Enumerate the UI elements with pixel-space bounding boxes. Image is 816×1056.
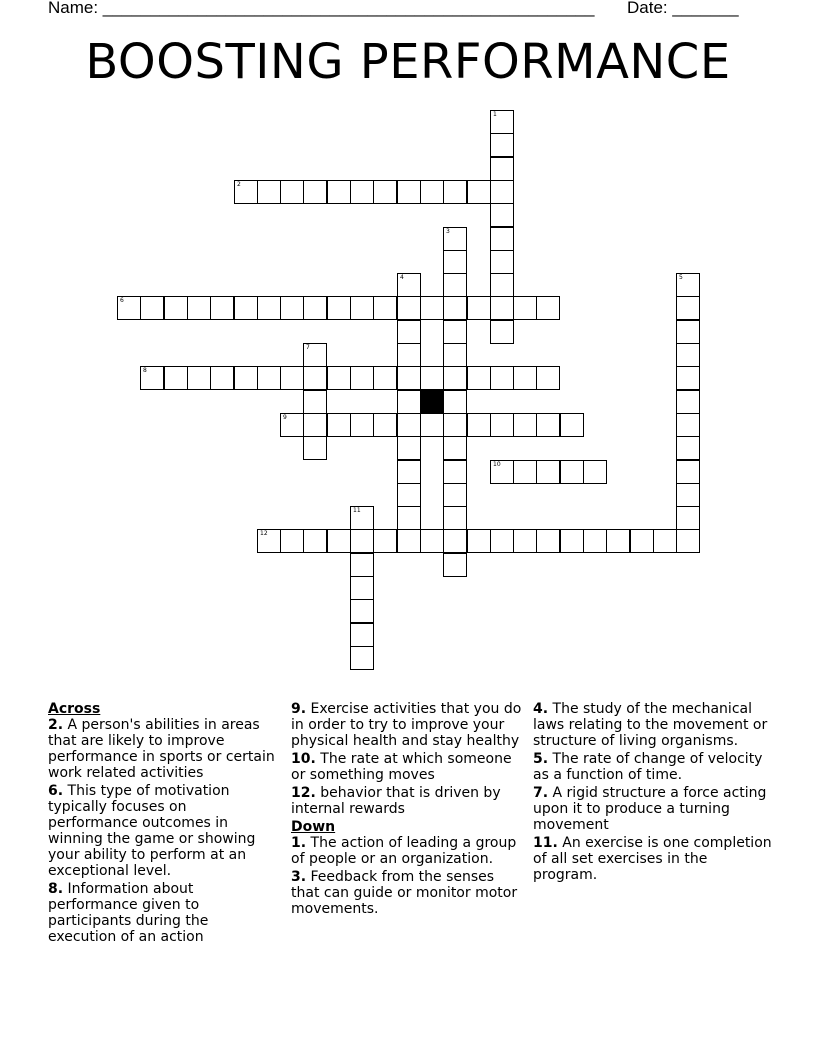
- grid-cell[interactable]: [443, 273, 467, 297]
- clue-number-label: 8: [143, 367, 147, 374]
- clue-text: The rate of change of velocity as a function of time.: [533, 751, 763, 783]
- grid-cell[interactable]: [397, 343, 421, 367]
- grid-cell[interactable]: [210, 296, 234, 320]
- grid-cell[interactable]: [350, 553, 374, 577]
- grid-cell[interactable]: [234, 180, 258, 204]
- grid-cell[interactable]: [280, 529, 304, 553]
- grid-cell[interactable]: [397, 506, 421, 530]
- grid-cell[interactable]: [560, 413, 584, 437]
- grid-cell[interactable]: [443, 483, 467, 507]
- grid-cell[interactable]: [350, 576, 374, 600]
- clue-number-label: 9: [283, 414, 287, 421]
- clue-number: 11.: [533, 835, 558, 851]
- grid-cell[interactable]: [303, 343, 327, 367]
- grid-cell[interactable]: [676, 343, 700, 367]
- clue-across-10: [291, 751, 523, 783]
- grid-cell[interactable]: [490, 157, 514, 181]
- grid-cell[interactable]: [443, 366, 467, 390]
- grid-cell[interactable]: [420, 529, 444, 553]
- clue-number: 2.: [48, 717, 64, 733]
- clue-down-5: [533, 751, 773, 783]
- clue-across-9: [291, 701, 523, 749]
- grid-cell[interactable]: [257, 296, 281, 320]
- grid-cell[interactable]: [397, 273, 421, 297]
- grid-cell[interactable]: [490, 250, 514, 274]
- grid-cell[interactable]: [630, 529, 654, 553]
- grid-cell[interactable]: [513, 529, 537, 553]
- grid-cell[interactable]: [420, 413, 444, 437]
- grid-cell[interactable]: [327, 413, 351, 437]
- grid-cell[interactable]: [373, 413, 397, 437]
- puzzle-title: BOOSTING PERFORMANCE: [85, 34, 731, 90]
- grid-cell[interactable]: [234, 366, 258, 390]
- grid-cell[interactable]: [350, 599, 374, 623]
- grid-cell[interactable]: [536, 366, 560, 390]
- grid-cell[interactable]: [676, 390, 700, 414]
- grid-cell[interactable]: [676, 506, 700, 530]
- grid-cell[interactable]: [443, 250, 467, 274]
- grid-cell[interactable]: [303, 529, 327, 553]
- clue-number-label: 11: [353, 507, 361, 514]
- clue-number: 8.: [48, 881, 64, 897]
- grid-cell[interactable]: [397, 436, 421, 460]
- grid-cell[interactable]: [187, 366, 211, 390]
- clue-column-1: [48, 701, 280, 947]
- grid-cell[interactable]: [467, 296, 491, 320]
- grid-cell[interactable]: [280, 296, 304, 320]
- grid-cell[interactable]: [490, 460, 514, 484]
- grid-cell[interactable]: [164, 366, 188, 390]
- grid-cell[interactable]: [443, 553, 467, 577]
- grid-cell[interactable]: [676, 460, 700, 484]
- grid-cell[interactable]: [350, 366, 374, 390]
- grid-cell[interactable]: [257, 529, 281, 553]
- grid-cell[interactable]: [327, 366, 351, 390]
- clue-number-label: 1: [493, 111, 497, 118]
- grid-cell[interactable]: [467, 366, 491, 390]
- clue-number-label: 3: [446, 228, 450, 235]
- grid-cell[interactable]: [280, 366, 304, 390]
- clue-down-1: [291, 835, 523, 867]
- grid-cell[interactable]: [490, 296, 514, 320]
- clue-text: An exercise is one completion of all set exercises in the program.: [533, 835, 772, 883]
- grid-cell[interactable]: [583, 529, 607, 553]
- grid-cell[interactable]: [676, 366, 700, 390]
- grid-cell[interactable]: [210, 366, 234, 390]
- grid-cell[interactable]: [327, 180, 351, 204]
- grid-cell[interactable]: [420, 296, 444, 320]
- clue-text: Exercise activities that you do in order to try to improve your physical health and stay healthy: [291, 701, 522, 749]
- grid-cell[interactable]: [490, 133, 514, 157]
- clue-text: A person's abilities in areas that are likely to improve performance in sports or certain work related activities: [48, 717, 275, 781]
- grid-cell[interactable]: [443, 436, 467, 460]
- down-heading: Down: [291, 819, 336, 835]
- across-heading: Across: [48, 701, 101, 717]
- clue-text: The action of leading a group of people or an organization.: [291, 835, 517, 867]
- grid-cell[interactable]: [467, 180, 491, 204]
- grid-cell[interactable]: [257, 366, 281, 390]
- grid-cell[interactable]: [513, 296, 537, 320]
- grid-cell[interactable]: [257, 180, 281, 204]
- clue-number: 4.: [533, 701, 549, 717]
- grid-cell[interactable]: [443, 506, 467, 530]
- grid-cell[interactable]: [303, 296, 327, 320]
- grid-cell[interactable]: [443, 460, 467, 484]
- date-field-label: Date: _______: [627, 0, 739, 17]
- grid-cell[interactable]: [420, 180, 444, 204]
- grid-cell[interactable]: [513, 366, 537, 390]
- clue-down-4: [533, 701, 773, 749]
- grid-cell[interactable]: [676, 413, 700, 437]
- grid-cell[interactable]: [373, 296, 397, 320]
- clue-number: 12.: [291, 785, 316, 801]
- clue-number-label: 6: [120, 297, 124, 304]
- grid-cell[interactable]: [397, 390, 421, 414]
- grid-cell[interactable]: [303, 180, 327, 204]
- grid-cell[interactable]: [350, 529, 374, 553]
- grid-cell[interactable]: [560, 529, 584, 553]
- grid-cell[interactable]: [490, 273, 514, 297]
- name-field-label: Name: ____________________________________________________: [48, 0, 595, 17]
- grid-cell[interactable]: [536, 529, 560, 553]
- grid-cell[interactable]: [443, 320, 467, 344]
- grid-cell[interactable]: [420, 366, 444, 390]
- clue-text: A rigid structure a force acting upon it to produce a turning movement: [533, 785, 767, 833]
- grid-cell[interactable]: [397, 413, 421, 437]
- grid-cell[interactable]: [303, 413, 327, 437]
- grid-cell[interactable]: [397, 320, 421, 344]
- grid-cell[interactable]: [303, 436, 327, 460]
- clue-text: behavior that is driven by internal rewards: [291, 785, 501, 817]
- grid-cell[interactable]: [397, 366, 421, 390]
- grid-cell[interactable]: [397, 529, 421, 553]
- grid-cell[interactable]: [513, 413, 537, 437]
- grid-cell[interactable]: [443, 413, 467, 437]
- clue-number: 9.: [291, 701, 307, 717]
- grid-cell[interactable]: [397, 460, 421, 484]
- grid-cell[interactable]: [140, 366, 164, 390]
- grid-cell[interactable]: [583, 460, 607, 484]
- clue-text: Feedback from the senses that can guide or monitor motor movements.: [291, 869, 518, 917]
- clue-number: 3.: [291, 869, 307, 885]
- grid-cell[interactable]: [234, 296, 258, 320]
- grid-cell[interactable]: [443, 529, 467, 553]
- clue-number: 5.: [533, 751, 549, 767]
- grid-cell[interactable]: [490, 110, 514, 134]
- grid-cell[interactable]: [397, 483, 421, 507]
- clue-number-label: 10: [493, 461, 501, 468]
- clue-text: This type of motivation typically focuses on performance outcomes in winning the game or showing your ability to perform at an exceptional level.: [48, 783, 256, 879]
- grid-cell[interactable]: [117, 296, 141, 320]
- clue-text: The rate at which someone or something moves: [291, 751, 512, 783]
- grid-cell[interactable]: [350, 506, 374, 530]
- grid-cell[interactable]: [373, 529, 397, 553]
- grid-cell[interactable]: [560, 460, 584, 484]
- grid-cell[interactable]: [280, 413, 304, 437]
- clue-number-label: 5: [679, 274, 683, 281]
- clue-number-label: 7: [306, 344, 310, 351]
- grid-cell[interactable]: [280, 180, 304, 204]
- grid-cell[interactable]: [397, 296, 421, 320]
- clue-across-6: [48, 783, 280, 879]
- grid-cell[interactable]: [676, 296, 700, 320]
- grid-cell[interactable]: [490, 529, 514, 553]
- grid-cell[interactable]: [490, 227, 514, 251]
- grid-cell[interactable]: [676, 320, 700, 344]
- clue-across-2: [48, 717, 280, 781]
- grid-cell[interactable]: [676, 436, 700, 460]
- grid-cell[interactable]: [397, 180, 421, 204]
- grid-cell[interactable]: [513, 460, 537, 484]
- grid-cell[interactable]: [327, 529, 351, 553]
- clue-number-label: 4: [400, 274, 404, 281]
- grid-cell[interactable]: [443, 180, 467, 204]
- black-square: [420, 390, 444, 414]
- grid-cell[interactable]: [443, 227, 467, 251]
- clue-number-label: 2: [237, 181, 241, 188]
- grid-cell[interactable]: [327, 296, 351, 320]
- grid-cell[interactable]: [467, 529, 491, 553]
- clue-text: The study of the mechanical laws relating to the movement or structure of living organisms.: [533, 701, 768, 749]
- clue-column-3: [533, 701, 773, 885]
- clue-down-3: [291, 869, 523, 917]
- grid-cell[interactable]: [350, 296, 374, 320]
- grid-cell[interactable]: [606, 529, 630, 553]
- clue-number: 10.: [291, 751, 316, 767]
- clue-column-2: [291, 701, 523, 919]
- clue-down-7: [533, 785, 773, 833]
- grid-cell[interactable]: [653, 529, 677, 553]
- clue-across-8: [48, 881, 280, 945]
- grid-cell[interactable]: [373, 366, 397, 390]
- grid-cell[interactable]: [350, 180, 374, 204]
- grid-cell[interactable]: [676, 483, 700, 507]
- grid-cell[interactable]: [443, 296, 467, 320]
- grid-cell[interactable]: [467, 413, 491, 437]
- grid-cell[interactable]: [490, 366, 514, 390]
- grid-cell[interactable]: [536, 296, 560, 320]
- grid-cell[interactable]: [303, 366, 327, 390]
- grid-cell[interactable]: [350, 413, 374, 437]
- clue-number: 7.: [533, 785, 549, 801]
- clue-number-label: 12: [260, 530, 268, 537]
- grid-cell[interactable]: [187, 296, 211, 320]
- clue-across-12: [291, 785, 523, 817]
- grid-cell[interactable]: [490, 203, 514, 227]
- grid-cell[interactable]: [303, 390, 327, 414]
- grid-cell[interactable]: [676, 273, 700, 297]
- grid-cell[interactable]: [140, 296, 164, 320]
- grid-cell[interactable]: [350, 646, 374, 670]
- grid-cell[interactable]: [490, 413, 514, 437]
- clue-number: 6.: [48, 783, 64, 799]
- grid-cell[interactable]: [490, 320, 514, 344]
- grid-cell[interactable]: [676, 529, 700, 553]
- clue-down-11: [533, 835, 773, 883]
- grid-cell[interactable]: [164, 296, 188, 320]
- grid-cell[interactable]: [536, 460, 560, 484]
- grid-cell[interactable]: [373, 180, 397, 204]
- grid-cell[interactable]: [443, 343, 467, 367]
- clue-number: 1.: [291, 835, 307, 851]
- grid-cell[interactable]: [490, 180, 514, 204]
- clue-text: Information about performance given to participants during the execution of an action: [48, 881, 209, 945]
- grid-cell[interactable]: [536, 413, 560, 437]
- grid-cell[interactable]: [443, 390, 467, 414]
- grid-cell[interactable]: [350, 623, 374, 647]
